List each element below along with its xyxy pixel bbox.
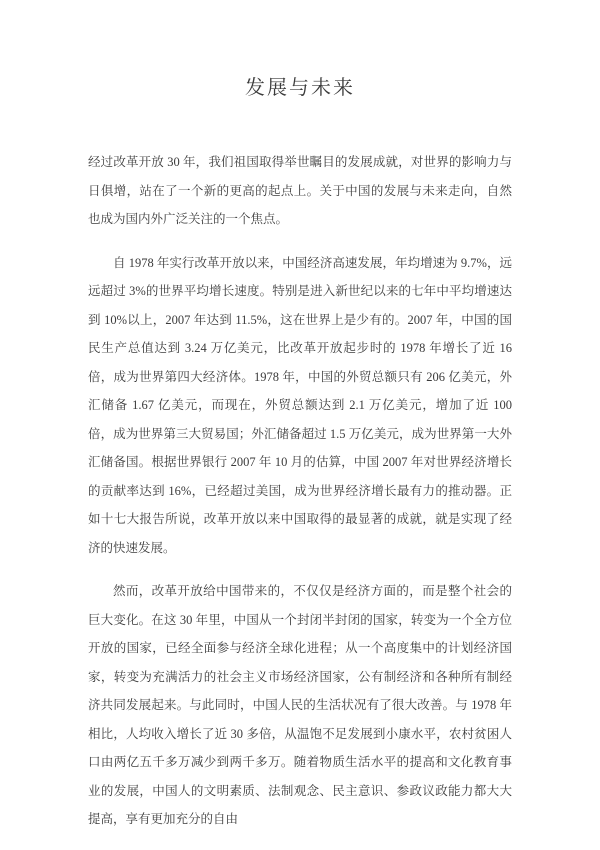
paragraph-social-change: 然而，改革开放给中国带来的，不仅仅是经济方面的，而是整个社会的巨大变化。在这 30 年里，中国从一个封闭半封闭的国家，转变为一个全方位开放的国家，已经全面参与经济全球化进程；从一个高度集中的计划经济国家，转变为充满活力的社会主义市场经济国家，公有制经济和各种所有制经济共同发展起来。与此同时，中国人民的生活状况有了很大改善。与 1978 年相比，人均收入增长了近 30 多倍，从温饱不足发展到小康水平，农村贫困人口由两亿五千多万减少到两千多万。随着物质生活水平的提高和文化教育事业的发展，中国人的文明素质、法制观念、民主意识、参政议政能力都大大提高，享有更加充分的自由 [88,584,512,826]
paragraph-economic-growth: 自 1978 年实行改革开放以来，中国经济高速发展，年均增速为 9.7%，远远超过 3%的世界平均增长速度。特别是进入新世纪以来的七年中平均增速达到 10%以上，2007 年达到 11.5%，这在世界上是少有的。2007 年，中国的国民生产总值达到 3.24 万亿美元，比改革开放起步时的 1978 年增长了近 16 倍，成为世界第四大经济体。1978 年，中国的外贸总额只有 206 亿美元，外汇储备 1.67 亿美元，而现在，外贸总额达到 2.1 万亿美元，增加了近 100 倍，成为世界第三大贸易国；外汇储备超过 1.5 万亿美元，成为世界第一大外汇储备国。根据世界银行 2007 年 10 月的估算，中国 2007 年对世界经济增长的贡献率达到 16%，已经超过美国，成为世界经济增长最有力的推动器。正如十七大报告所说，改革开放以来中国取得的最显著的成就，就是实现了经济的快速发展。 [88,255,512,555]
document-body [88,148,512,834]
document-title: 发展与未来 [245,77,355,99]
paragraph-intro: 经过改革开放 30 年，我们祖国取得举世瞩目的发展成就，对世界的影响力与日俱增，站在了一个新的更高的起点上。关于中国的发展与未来走向，自然也成为国内外广泛关注的一个焦点。 [88,155,512,226]
